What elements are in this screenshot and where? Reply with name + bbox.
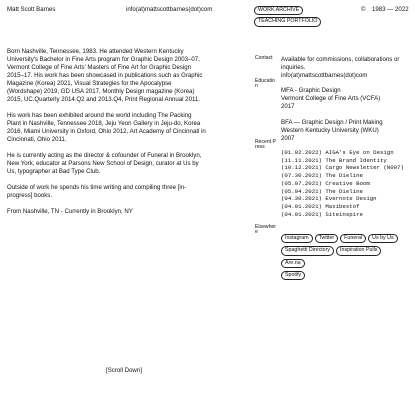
header-nav [254,6,322,29]
year: 2017 [281,103,295,110]
instagram-link[interactable]: Instagram [281,234,313,243]
site-name[interactable]: Matt Scott Barnes [7,6,56,13]
funeral-link[interactable]: Funeral [340,234,366,243]
degree: MFA - Graphic Design [281,87,341,94]
degree: BFA — Graphic Design / Print Making [281,118,383,126]
teaching-portfolio-button[interactable]: TEACHING PORTFOLIO [254,17,321,26]
bio-paragraph: Outside of work he spends his time writing and compiling three [in-progress] books. [7,184,187,199]
press-item[interactable]: (04.01.2021) Siteinspire [281,210,363,218]
press-item[interactable]: (10.12.2021) Cargo Newsletter (N007) [281,164,404,172]
scroll-down-button[interactable]: [Scroll Down] [106,367,142,374]
bio-paragraph: From Nashville, TN - Currently in Brooklyn, NY [7,208,133,215]
education-label: Education [255,78,275,90]
bio-section [7,48,207,224]
spaghetti-directory-link[interactable]: Spaghetti Directory [281,246,334,255]
press-item[interactable]: (07.30.2021) The Dieline [281,172,363,180]
contact-availability: Available for commissions, collaborations or inquiries. [281,56,400,71]
bio-paragraph: His work has been exhibited around the world including The Packing Plant in Nashville, Tennessee 2018, Jeju Yeon Gallery in Jeju-do, Korea 2016, Miami University in Oxford, Ohio 2012, Art Academy of Cincinnati in Cincinnati, Ohio 2011. [7,112,206,143]
press-item[interactable]: (04.30.2021) Evernote Design [281,195,377,203]
copyright-symbol: © [361,6,366,13]
years-range: 1983 — 2022 [372,6,409,13]
school: Western Kentucky University (WKU) [281,126,379,134]
contact-email-link[interactable]: info(at)mattscottbarnes(dot)com [281,72,368,79]
inspiration-pulls-link[interactable]: Inspiration Pulls [336,246,381,255]
spotify-link[interactable]: Spotify [281,271,305,280]
elsewhere-label: Elsewhere [255,224,276,236]
education-entry-mfa [281,87,409,111]
press-label: Recent Press [255,139,276,151]
work-archive-button[interactable]: WORK ARCHIVE [254,6,303,15]
year: 2007 [281,134,295,142]
press-item[interactable]: (05.04.2021) The Dieline [281,187,363,195]
twitter-link[interactable]: Twitter [315,234,339,243]
education-entry-bfa [281,119,409,143]
press-item[interactable]: (04.01.2021) Maxibestof [281,202,360,210]
contact-content [281,56,409,80]
us-by-us-link[interactable]: Us by Us [368,234,398,243]
school: Vermont College of Fine Arts (VCFA) [281,95,381,102]
bio-paragraph: Born Nashville, Tennessee, 1983. He attended Western Kentucky University's Bachelor in Fine Arts program for Graphic Design 2003–07, Vermont College of Fine Arts' Masters of Fine Art for Graphic Design 2015–17. His work has been showcased in publications such as Graphic Magazine (Korea) 2021, Visual Strategies for the Apocalypse (Wordshape) 2019, GD USA 2017, Monthly Design magazine (Korea) 2015, UC.Quarterly 2014.Q2 and 2013.Q4, Print Regional Annual 2011. [7,48,203,103]
contact-label: Contact [255,55,273,61]
header-email-link[interactable]: info(at)mattscottbarnes(dot)com [126,6,213,13]
are-na-link[interactable]: Are.na [281,259,305,268]
education-content [281,87,409,150]
press-list [281,149,409,218]
press-item[interactable]: (11.11.2021) The Brand Identity [281,156,387,164]
bio-paragraph: He is currently acting as the director & cofounder of Funeral in Brooklyn, New York, educator at Parsons New School of Design, curator at Us by Us, typographer at Bad Type Club. [7,152,202,175]
press-item[interactable]: (01.02.2022) AIGA's Eye on Design [281,149,394,156]
press-item[interactable]: (05.07.2021) Creative Boom [281,179,370,187]
elsewhere-links [281,233,409,282]
